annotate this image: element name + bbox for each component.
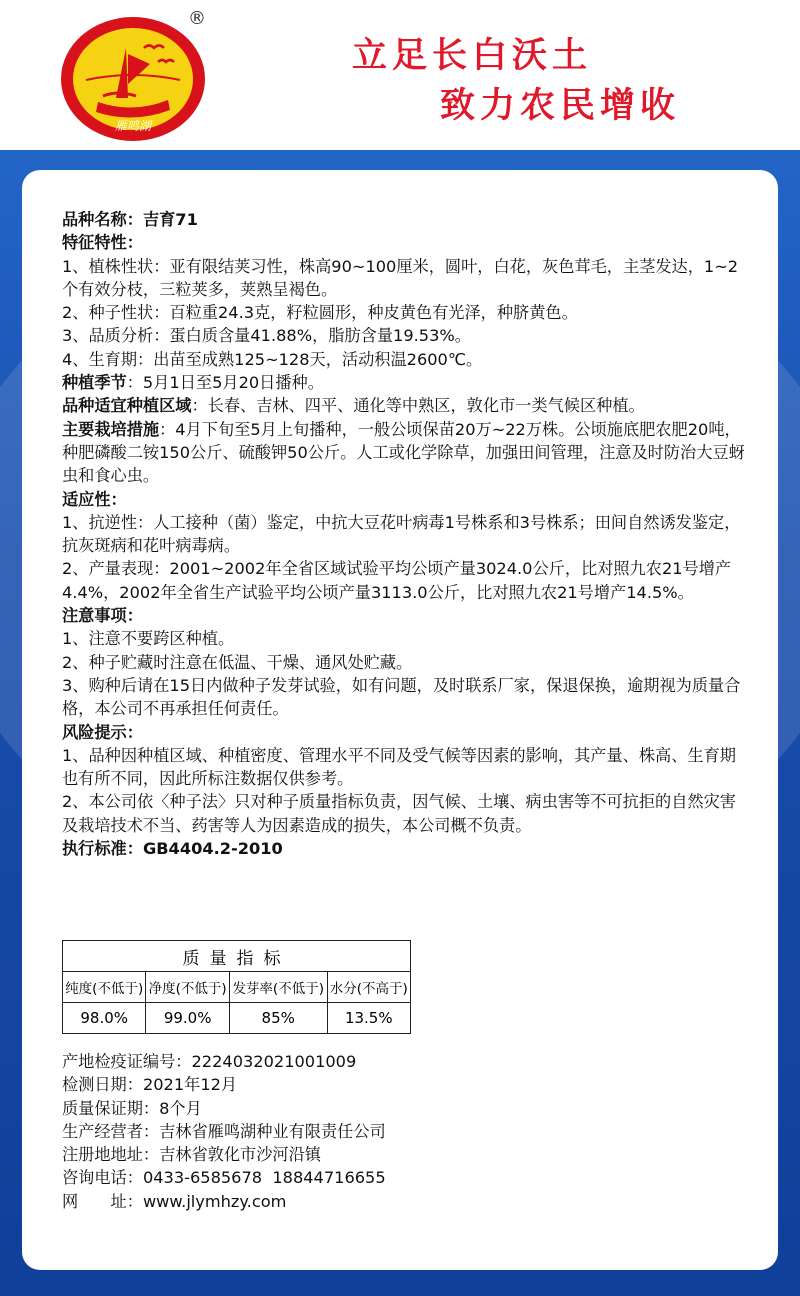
cert-number-line xyxy=(62,1050,752,1073)
cert-number-label: 产地检疫证编号： xyxy=(62,1052,192,1071)
company-info xyxy=(62,1050,752,1213)
adaptability-yield: 2、产量表现：2001~2002年全省区域试验平均公顷产量3024.0公斤，比对照九农21号增产4.4%，2002年全省生产试验平均公顷产量3113.0公斤，比对照九农21号增产14.5%。 xyxy=(62,559,732,602)
cultivation-line xyxy=(62,418,752,488)
quality-value-cell: 85% xyxy=(229,1003,327,1034)
quality-value-cell: 13.5% xyxy=(327,1003,410,1034)
season-label: 种植季节 xyxy=(62,373,127,393)
producer-line xyxy=(62,1120,752,1143)
standard-label: 执行标准： xyxy=(62,839,143,859)
address-value: 吉林省敦化市沙河沿镇 xyxy=(159,1145,321,1165)
phone-line xyxy=(62,1166,752,1189)
region-line xyxy=(62,394,752,417)
feature-seed: 2、种子性状：百粒重24.3克，籽粒圆形，种皮黄色有光泽，种脐黄色。 xyxy=(62,303,578,323)
quality-table-title: 质量指标 xyxy=(63,941,411,972)
address-label: 注册地地址： xyxy=(62,1145,160,1165)
producer-value: 吉林省雁鸣湖种业有限责任公司 xyxy=(159,1121,386,1141)
feature-quality: 3、品质分析：蛋白质含量41.88%，脂肪含量19.53%。 xyxy=(62,326,471,346)
adaptability-heading: 适应性： xyxy=(62,489,127,509)
slogan-line-1: 立足长白沃土 xyxy=(352,35,593,76)
feature-plant: 1、植株性状：亚有限结荚习性，株高90~100厘米，圆叶，白花，灰色茸毛，主茎发达，1~2个有效分枝，三粒荚多，荚熟呈褐色。 xyxy=(62,256,739,299)
standard-value: GB4404.2-2010 xyxy=(142,839,283,859)
quality-value-cell: 98.0% xyxy=(63,1003,146,1034)
quality-header-cell: 纯度(不低于) xyxy=(63,972,146,1003)
variety-name-value: 吉育71 xyxy=(142,210,198,229)
product-description xyxy=(62,208,752,860)
cultivation-value: ：4月下旬至5月上旬播种，一般公顷保苗20万~22万株。公顷施底肥农肥20吨，种肥磷酸二铵150公斤、硫酸钾50公斤。人工或化学除草，加强田间管理，注意及时防治大豆蚜虫和食心虫。 xyxy=(62,419,745,486)
quality-header-cell: 水分(不高于) xyxy=(327,972,410,1003)
brand-logo xyxy=(58,14,208,144)
cert-number-value: 2224032021001009 xyxy=(191,1052,357,1071)
test-date-line xyxy=(62,1073,752,1096)
website-link[interactable]: www.jlymhzy.com xyxy=(142,1191,287,1211)
quality-value-cell: 99.0% xyxy=(146,1003,229,1034)
quality-header-cell: 发芽率(不低于) xyxy=(229,972,327,1003)
slogan-line-2: 致力农民增收 xyxy=(440,85,681,126)
risk-item: 1、品种因种植区域、种植密度、管理水平不同及受气候等因素的影响，其产量、株高、生育期也有所不同，因此所标注数据仅供参考。 xyxy=(62,745,736,789)
region-value: ：长春、吉林、四平、通化等中熟区，敦化市一类气候区种植。 xyxy=(191,396,645,416)
test-date-value: 2021年12月 xyxy=(142,1075,238,1095)
notes-heading: 注意事项： xyxy=(62,606,143,626)
season-value: ：5月1日至5月20日播种。 xyxy=(126,373,324,393)
registered-mark: ® xyxy=(188,8,206,29)
shelf-life-label: 质量保证期： xyxy=(62,1098,160,1118)
phone-label: 咨询电话： xyxy=(62,1168,143,1188)
note-item: 1、注意不要跨区种植。 xyxy=(62,629,235,649)
test-date-label: 检测日期： xyxy=(62,1075,143,1095)
note-item: 3、购种后请在15日内做种子发芽试验，如有问题，及时联系厂家，保退保换，逾期视为质量合格，本公司不再承担任何责任。 xyxy=(62,675,741,719)
website-line xyxy=(62,1190,752,1213)
quality-table xyxy=(62,940,411,1034)
region-label: 品种适宜种植区域 xyxy=(62,396,192,416)
producer-label: 生产经营者： xyxy=(62,1121,160,1141)
feature-growth-period: 4、生育期：出苗至成熟125~128天，活动积温2600℃。 xyxy=(62,349,483,369)
shelf-life-value: 8个月 xyxy=(159,1098,202,1118)
variety-name-label: 品种名称： xyxy=(62,210,143,229)
quality-header-cell: 净度(不低于) xyxy=(146,972,229,1003)
address-line xyxy=(62,1143,752,1166)
standard-line xyxy=(62,837,752,860)
variety-name-line xyxy=(62,208,752,231)
website-label: 网 址： xyxy=(62,1191,143,1211)
shelf-life-line xyxy=(62,1097,752,1120)
features-heading: 特征特性： xyxy=(62,233,143,253)
risk-heading: 风险提示： xyxy=(62,722,143,742)
risk-item: 2、本公司依〈种子法〉只对种子质量指标负责，因气候、土壤、病虫害等不可抗拒的自然灾害及栽培技术不当、药害等人为因素造成的损失，本公司概不负责。 xyxy=(62,792,736,835)
note-item: 2、种子贮藏时注意在低温、干燥、通风处贮藏。 xyxy=(62,652,413,672)
adaptability-resistance: 1、抗逆性：人工接种（菌）鉴定，中抗大豆花叶病毒1号株系和3号株系；田间自然诱发鉴定，抗灰斑病和花叶病毒病。 xyxy=(62,512,741,556)
phone-value: 0433-6585678 18844716655 xyxy=(142,1168,386,1188)
cultivation-label: 主要栽培措施 xyxy=(62,419,160,439)
season-line xyxy=(62,371,752,394)
logo-text: 雁鸣湖 xyxy=(114,119,152,133)
